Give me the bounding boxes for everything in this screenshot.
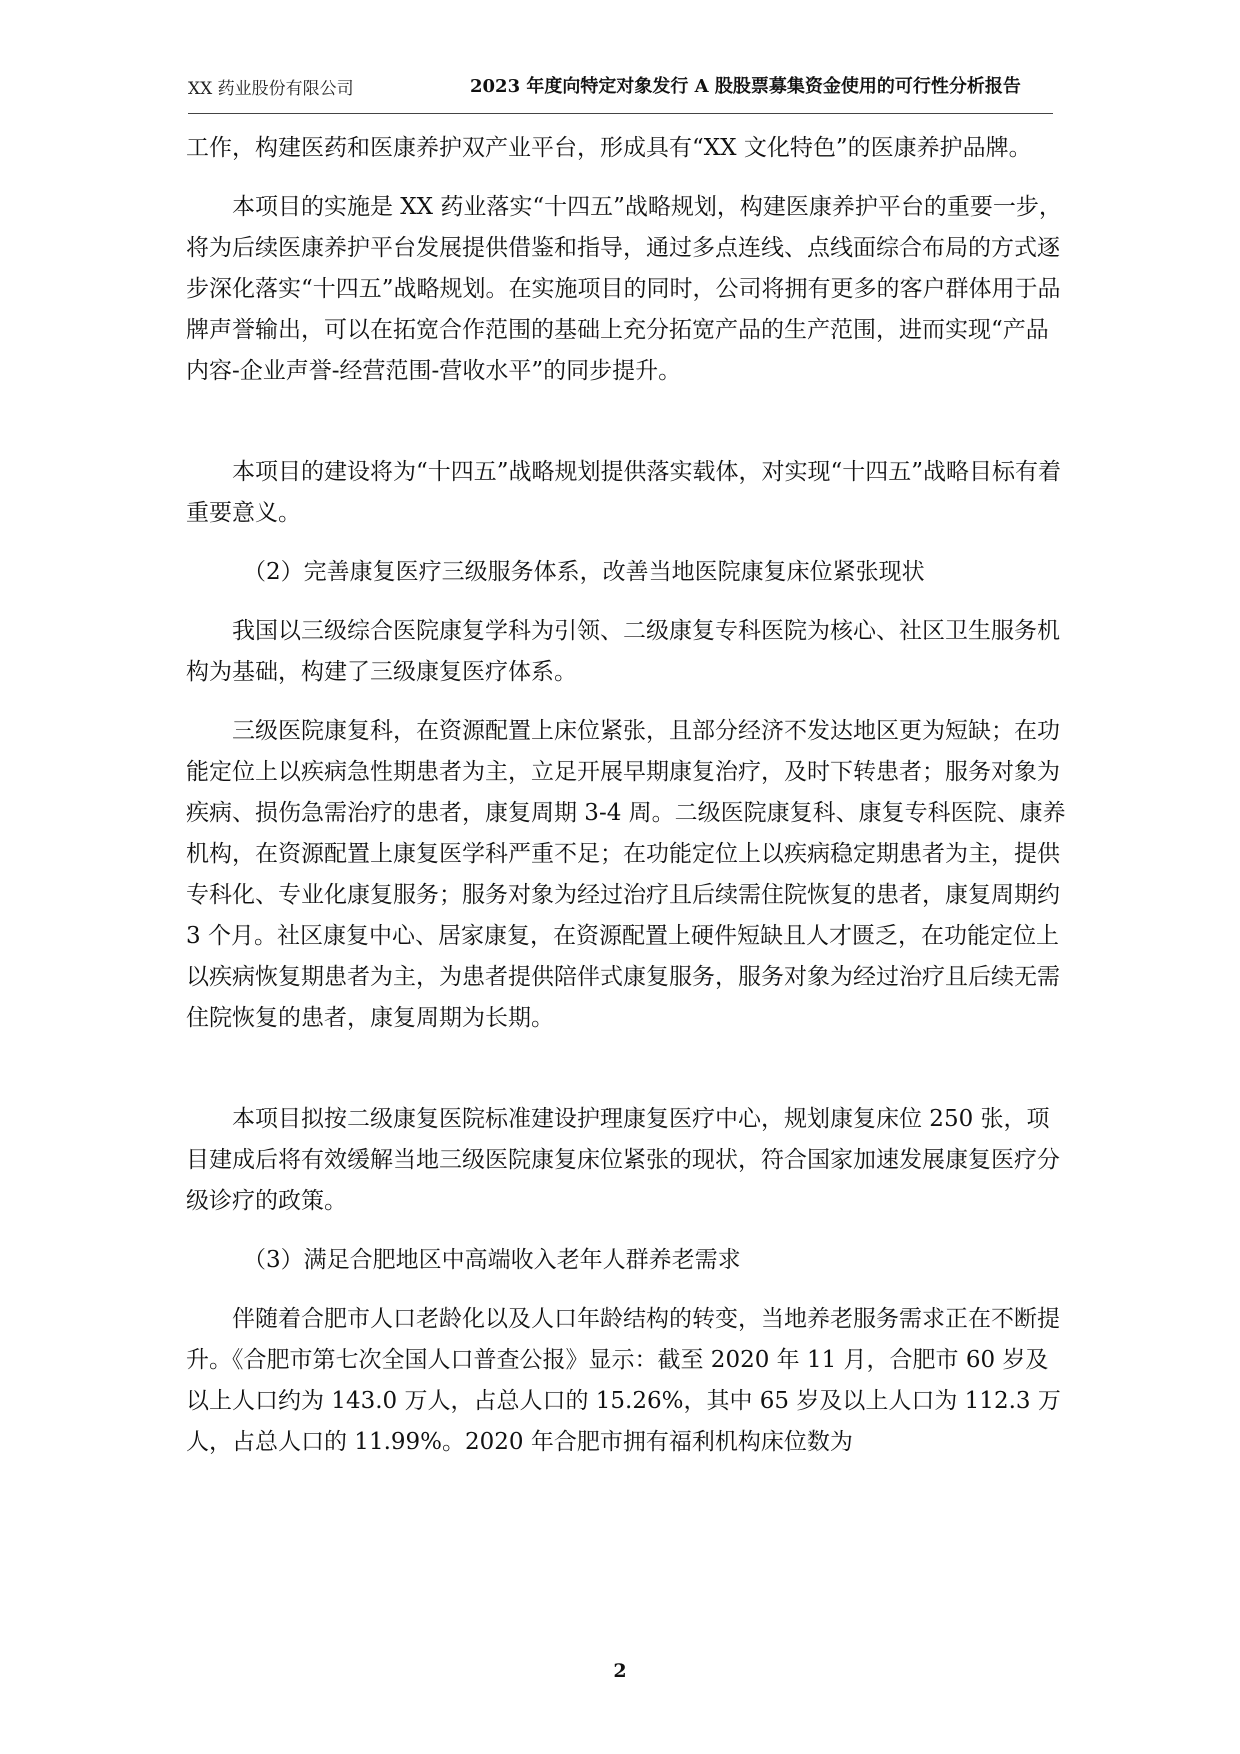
section-heading-2: （2）完善康复医疗三级服务体系，改善当地医院康复床位紧张现状	[243, 559, 925, 585]
header-company: XX 药业股份有限公司	[188, 79, 354, 99]
paragraph-rehab-system: 我国以三级综合医院康复学科为引领、二级康复专科医院为核心、社区卫生服务机构为基础，构建了三级康复医疗体系。	[186, 618, 1060, 685]
paragraph-hospital-levels: 三级医院康复科，在资源配置上床位紧张，且部分经济不发达地区更为短缺；在功能定位上以疾病急性期患者为主，立足开展早期康复治疗，及时下转患者；服务对象为疾病、损伤急需治疗的患者，康复周期 3-4 周。二级医院康复科、康复专科医院、康养机构，在资源配置上康复医学科严重不足；在功能定位上以疾病稳定期患者为主，提供专科化、专业化康复服务；服务对象为经过治疗且后续需住院恢复的患者，康复周期约 3 个月。社区康复中心、居家康复，在资源配置上硬件短缺且人才匮乏，在功能定位上以疾病恢复期患者为主，为患者提供陪伴式康复服务，服务对象为经过治疗且后续无需住院恢复的患者，康复周期为长期。	[186, 718, 1066, 1031]
paragraph-hefei-aging: 伴随着合肥市人口老龄化以及人口年龄结构的转变，当地养老服务需求正在不断提升。《合肥市第七次全国人口普查公报》显示：截至 2020 年 11 月，合肥市 60 岁及以上人口约为 143.0 万人，占总人口的 15.26%，其中 65 岁及以上人口为 112.3 万人，占总人口的 11.99%。2020 年合肥市拥有福利机构床位数为	[186, 1306, 1061, 1455]
paragraph-rehab-center-plan: 本项目拟按二级康复医院标准建设护理康复医疗中心，规划康复床位 250 张，项目建成后将有效缓解当地三级医院康复床位紧张的现状，符合国家加速发展康复医疗分级诊疗的政策。	[186, 1106, 1060, 1214]
page-number: 2	[613, 1660, 627, 1682]
header-report-title: 2023 年度向特定对象发行 A 股股票募集资金使用的可行性分析报告	[470, 76, 1021, 97]
body-text	[186, 128, 1066, 1463]
paragraph-project-implementation: 本项目的实施是 XX 药业落实“十四五”战略规划，构建医康养护平台的重要一步，将为后续医康养护平台发展提供借鉴和指导，通过多点连线、点线面综合布局的方式逐步深化落实“十四五”战略规划。在实施项目的同时，公司将拥有更多的客户群体用于品牌声誉输出，可以在拓宽合作范围的基础上充分拓宽产品的生产范围，进而实现“产品内容-企业声誉-经营范围-营收水平”的同步提升。	[186, 194, 1062, 384]
paragraph-strategic-carrier: 本项目的建设将为“十四五”战略规划提供落实载体，对实现“十四五”战略目标有着重要意义。	[186, 459, 1062, 526]
paragraph-continuation: 工作，构建医药和医康养护双产业平台，形成具有“XX 文化特色”的医康养护品牌。	[186, 135, 1032, 161]
header-divider	[188, 113, 1053, 114]
section-heading-3: （3）满足合肥地区中高端收入老年人群养老需求	[243, 1247, 741, 1273]
